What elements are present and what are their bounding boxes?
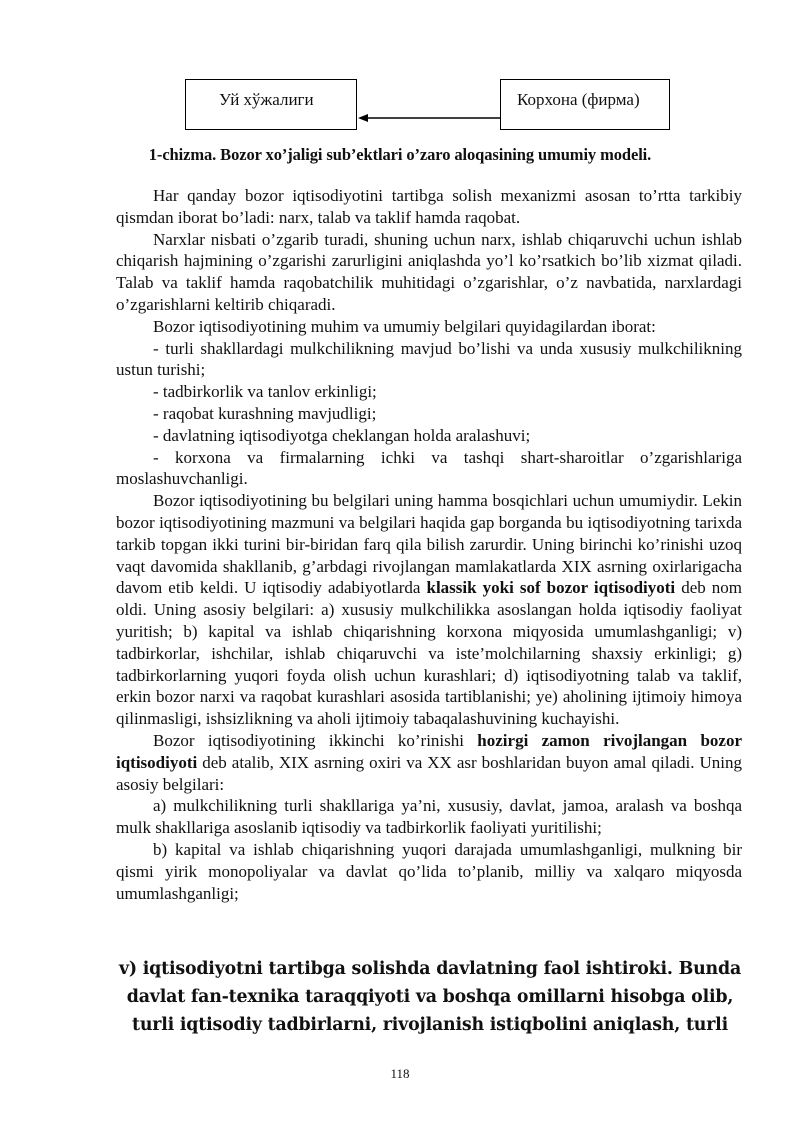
bold-term: hozirgi zamon rivojlangan bozor iqtisodiyoti bbox=[116, 730, 742, 772]
text-run: deb nom oldi. Uning asosiy belgilari: a) xususiy mulkchilikka asoslangan holda iqtisodiy faoliyat yuritish; b) kapital va ishlab chiqarishning korxona miqyosida umumlashganligi; v) tadbirkorlar, ishchilar, ishlab chiqaruvchi va iste’molchilarning shaxsiy erkinligi; g) tadbirkorlarning yuqori foyda olish uchun kurashlari; d) iqtisodiyotning talab va taklif, erkin bozor narxi va raqobat kurashlari asosida tartiblanishi; ye) aholining ijtimoiy himoya qilinmasligi, ishsizlikning va aholi ijtimoiy tabaqalashuvining kuchayishi. bbox=[116, 578, 742, 729]
text-run: Bozor iqtisodiyotining ikkinchi ko’rinishi bbox=[153, 730, 478, 750]
list-item: - davlatning iqtisodiyotga cheklangan holda aralashuvi; bbox=[153, 425, 531, 445]
paragraph bbox=[116, 730, 742, 795]
list-item: b) kapital va ishlab chiqarishning yuqori darajada umumlashganligi, mulkning bir qismi yirik monopoliyalar va davlat qo’lida to’planib, milliy va xalqaro miqyosda umumlashganligi; bbox=[116, 839, 742, 903]
paragraph: Narxlar nisbati o’zgarib turadi, shuning uchun narx, ishlab chiqaruvchi uchun ishlab chiqarish hajmining o’zgarishi zarurligini aniqlashda yo’l ko’rsatkich bo’lib xizmat qiladi. Talab va taklif hamda raqobatchilik muhitidagi o’zgarishlar, o’z navbatida, narxlardagi o’zgarishlarni keltirib chiqaradi. bbox=[116, 229, 742, 314]
bold-term: klassik yoki sof bozor iqtisodiyoti bbox=[426, 578, 676, 598]
arrow-head-icon bbox=[358, 114, 368, 122]
list-item: a) mulkchilikning turli shakllariga ya’ni, xususiy, davlat, jamoa, aralash va boshqa mulk shakllariga asoslanib iqtisodiy va tadbirkorlik faoliyati yuritilishi; bbox=[116, 796, 742, 838]
figure-caption: 1-chizma. Bozor xo’jaligi sub’ektlari o’zaro aloqasining umumiy modeli. bbox=[148, 145, 652, 164]
flow-diagram bbox=[0, 0, 800, 140]
household-label: Уй хўжалиги bbox=[219, 90, 314, 109]
paragraph bbox=[116, 490, 742, 730]
list-item: - tadbirkorlik va tanlov erkinligi; bbox=[153, 382, 377, 402]
body-text bbox=[116, 185, 742, 904]
arrow-connector bbox=[0, 0, 800, 140]
paragraph: Bozor iqtisodiyotining muhim va umumiy belgilari quyidagilardan iborat: bbox=[153, 316, 656, 336]
large-bold-text: v) iqtisodiyotni tartibga solishda davlatning faol ishtiroki. Bunda davlat fan-texnika taraqqiyoti va boshqa omillarni hisobga olib, turli iqtisodiy tadbirlarni, rivojlanish istiqbolini aniqlash, turli bbox=[118, 959, 742, 1035]
page-number: 118 bbox=[390, 1066, 410, 1081]
text-run: deb atalib, XIX asrning oxiri va XX asr boshlaridan buyon amal qiladi. Uning asosiy belgilari: bbox=[116, 752, 742, 794]
list-item: - korxona va firmalarning ichki va tashqi shart-sharoitlar o’zgarishlariga moslashuvchanligi. bbox=[116, 447, 742, 489]
text-run: Bozor iqtisodiyotining bu belgilari uning hamma bosqichlari uchun umumiydir. Lekin bozor iqtisodiyotining mazmuni va belgilari haqida gap borganda bu iqtisodiyotning tarixda tarkib topgan ikki turini bir-biridan farq qila bilish zarurdir. Uning birinchi ko’rinishi uzoq vaqt davomida shakllanib, g’arbdagi rivojlangan mamlakatlarda XIX asrning oxirlarigacha davom etib keldi. U iqtisodiy adabiyotlarda bbox=[116, 491, 742, 598]
firm-label: Корхона (фирма) bbox=[517, 90, 640, 109]
list-item: - raqobat kurashning mavjudligi; bbox=[153, 403, 377, 423]
list-item: - turli shakllardagi mulkchilikning mavjud bo’lishi va unda xususiy mulkchilikning ustun turishi; bbox=[116, 338, 742, 380]
paragraph: Har qanday bozor iqtisodiyotini tartibga solish mexanizmi asosan to’rtta tarkibiy qismdan iborat bo’ladi: narx, talab va taklif hamda raqobat. bbox=[116, 186, 742, 227]
